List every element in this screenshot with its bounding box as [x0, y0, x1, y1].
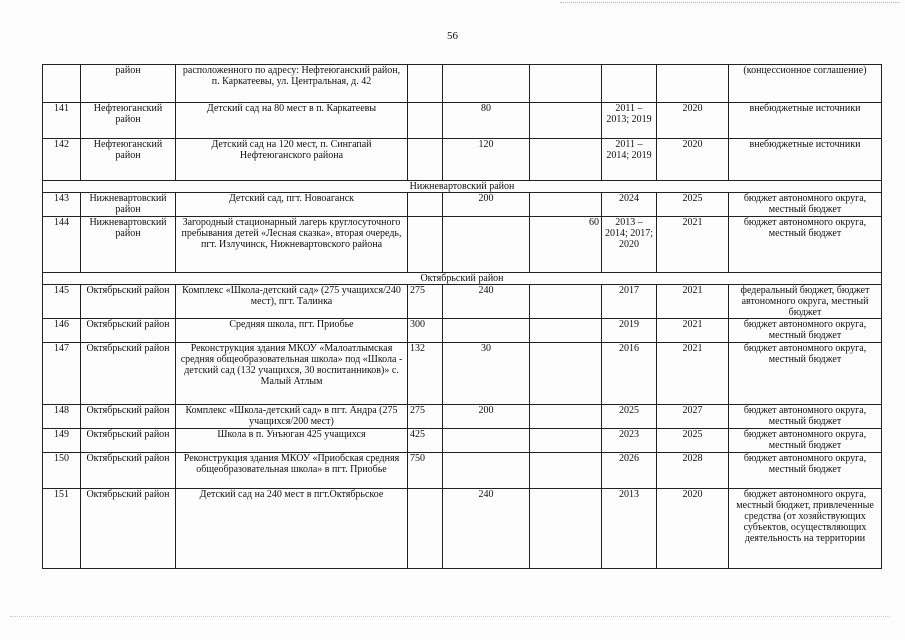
district-cell: Нижневартовский район — [81, 193, 176, 217]
places-capacity-cell: 120 — [443, 139, 530, 181]
district-cell: Октябрьский район — [81, 453, 176, 489]
district-cell: Октябрьский район — [81, 285, 176, 319]
row-number-cell: 151 — [43, 489, 81, 569]
start-year-cell: 2016 — [602, 343, 657, 405]
places-capacity-cell — [443, 217, 530, 273]
table-row — [43, 405, 882, 429]
row-number-cell: 143 — [43, 193, 81, 217]
row-number-cell: 142 — [43, 139, 81, 181]
row-number-cell: 149 — [43, 429, 81, 453]
object-name-cell: Загородный стационарный лагерь круглосуточного пребывания детей «Лесная сказка», вторая очередь, пгт. Излучинск, Нижневартовского района — [176, 217, 408, 273]
camp-capacity-cell — [530, 193, 602, 217]
object-name-cell: Детский сад на 240 мест в пгт.Октябрьское — [176, 489, 408, 569]
district-cell: Октябрьский район — [81, 319, 176, 343]
end-year-cell: 2021 — [657, 319, 729, 343]
object-name-cell: Детский сад на 80 мест в п. Каркатеевы — [176, 103, 408, 139]
students-capacity-cell — [408, 139, 443, 181]
camp-capacity-cell: 60 — [530, 217, 602, 273]
funding-source-cell: бюджет автономного округа, местный бюджет — [729, 193, 882, 217]
region-header: Нижневартовский район — [43, 181, 882, 193]
table-row — [43, 103, 882, 139]
camp-capacity-cell — [530, 319, 602, 343]
start-year-cell: 2025 — [602, 405, 657, 429]
students-capacity-cell: 275 — [408, 285, 443, 319]
camp-capacity-cell — [530, 405, 602, 429]
camp-capacity-cell — [530, 343, 602, 405]
scan-artifact-top — [560, 2, 900, 6]
places-capacity-cell: 240 — [443, 285, 530, 319]
table-row — [43, 489, 882, 569]
district-cell: Октябрьский район — [81, 489, 176, 569]
scan-artifact-bottom — [10, 616, 890, 620]
district-cell: Октябрьский район — [81, 343, 176, 405]
start-year-cell — [602, 65, 657, 103]
start-year-cell: 2011 – 2014; 2019 — [602, 139, 657, 181]
camp-capacity-cell — [530, 489, 602, 569]
table-row — [43, 193, 882, 217]
objects-table — [42, 64, 882, 569]
start-year-cell: 2011 – 2013; 2019 — [602, 103, 657, 139]
end-year-cell: 2020 — [657, 489, 729, 569]
start-year-cell: 2017 — [602, 285, 657, 319]
start-year-cell: 2013 — [602, 489, 657, 569]
camp-capacity-cell — [530, 453, 602, 489]
object-name-cell: Школа в п. Унъюган 425 учащихся — [176, 429, 408, 453]
students-capacity-cell — [408, 65, 443, 103]
object-name-cell: Комплекс «Школа-детский сад» в пгт. Андра (275 учащихся/200 мест) — [176, 405, 408, 429]
camp-capacity-cell — [530, 65, 602, 103]
end-year-cell: 2025 — [657, 429, 729, 453]
table-row — [43, 285, 882, 319]
district-cell: Нижневартовский район — [81, 217, 176, 273]
row-number-cell — [43, 65, 81, 103]
funding-source-cell: внебюджетные источники — [729, 103, 882, 139]
object-name-cell: Реконструкция здания МКОУ «Малоатлымская средняя общеобразовательная школа» под «Школа - детский сад (132 учащихся, 30 воспитанников)» с. Малый Атлым — [176, 343, 408, 405]
district-cell: Нефтеюганский район — [81, 139, 176, 181]
places-capacity-cell: 30 — [443, 343, 530, 405]
places-capacity-cell: 200 — [443, 193, 530, 217]
places-capacity-cell: 240 — [443, 489, 530, 569]
start-year-cell: 2013 – 2014; 2017; 2020 — [602, 217, 657, 273]
funding-source-cell: бюджет автономного округа, местный бюджет — [729, 319, 882, 343]
region-header-row — [43, 273, 882, 285]
object-name-cell: Комплекс «Школа-детский сад» (275 учащихся/240 мест), пгт. Талинка — [176, 285, 408, 319]
end-year-cell: 2027 — [657, 405, 729, 429]
places-capacity-cell — [443, 319, 530, 343]
object-name-cell: Детский сад на 120 мест, п. Сингапай Нефтеюганского района — [176, 139, 408, 181]
students-capacity-cell — [408, 103, 443, 139]
places-capacity-cell: 80 — [443, 103, 530, 139]
table-row — [43, 319, 882, 343]
places-capacity-cell — [443, 429, 530, 453]
district-cell: Октябрьский район — [81, 429, 176, 453]
table-row — [43, 65, 882, 103]
students-capacity-cell: 275 — [408, 405, 443, 429]
object-name-cell: Реконструкция здания МКОУ «Приобская средняя общеобразовательная школа» в пгт. Приобье — [176, 453, 408, 489]
start-year-cell: 2019 — [602, 319, 657, 343]
funding-source-cell: бюджет автономного округа, местный бюджет, привлеченные средства (от хозяйствующих субъектов, осуществляющих деятельность на территории — [729, 489, 882, 569]
district-cell: Октябрьский район — [81, 405, 176, 429]
row-number-cell: 144 — [43, 217, 81, 273]
end-year-cell: 2025 — [657, 193, 729, 217]
end-year-cell: 2021 — [657, 217, 729, 273]
camp-capacity-cell — [530, 429, 602, 453]
start-year-cell: 2023 — [602, 429, 657, 453]
row-number-cell: 145 — [43, 285, 81, 319]
end-year-cell: 2021 — [657, 343, 729, 405]
region-header-row — [43, 181, 882, 193]
funding-source-cell: бюджет автономного округа, местный бюджет — [729, 429, 882, 453]
end-year-cell: 2020 — [657, 103, 729, 139]
table-row — [43, 453, 882, 489]
row-number-cell: 146 — [43, 319, 81, 343]
students-capacity-cell: 750 — [408, 453, 443, 489]
start-year-cell: 2026 — [602, 453, 657, 489]
funding-source-cell: бюджет автономного округа, местный бюджет — [729, 343, 882, 405]
start-year-cell: 2024 — [602, 193, 657, 217]
table-row — [43, 429, 882, 453]
table-row — [43, 139, 882, 181]
funding-source-cell: бюджет автономного округа, местный бюджет — [729, 217, 882, 273]
district-cell: район — [81, 65, 176, 103]
end-year-cell — [657, 65, 729, 103]
table-body — [43, 65, 882, 569]
students-capacity-cell: 425 — [408, 429, 443, 453]
end-year-cell: 2021 — [657, 285, 729, 319]
camp-capacity-cell — [530, 103, 602, 139]
camp-capacity-cell — [530, 139, 602, 181]
funding-source-cell: (концессионное соглашение) — [729, 65, 882, 103]
places-capacity-cell: 200 — [443, 405, 530, 429]
students-capacity-cell — [408, 217, 443, 273]
row-number-cell: 148 — [43, 405, 81, 429]
row-number-cell: 147 — [43, 343, 81, 405]
funding-source-cell: бюджет автономного округа, местный бюджет — [729, 453, 882, 489]
funding-source-cell: внебюджетные источники — [729, 139, 882, 181]
object-name-cell: Детский сад, пгт. Новоаганск — [176, 193, 408, 217]
students-capacity-cell — [408, 193, 443, 217]
object-name-cell: расположенного по адресу: Нефтеюганский район, п. Каркатеевы, ул. Центральная, д. 42 — [176, 65, 408, 103]
object-name-cell: Средняя школа, пгт. Приобье — [176, 319, 408, 343]
region-header: Октябрьский район — [43, 273, 882, 285]
district-cell: Нефтеюганский район — [81, 103, 176, 139]
end-year-cell: 2028 — [657, 453, 729, 489]
students-capacity-cell: 132 — [408, 343, 443, 405]
places-capacity-cell — [443, 453, 530, 489]
funding-source-cell: федеральный бюджет, бюджет автономного округа, местный бюджет — [729, 285, 882, 319]
table-row — [43, 343, 882, 405]
places-capacity-cell — [443, 65, 530, 103]
page-number: 56 — [447, 30, 458, 42]
table-row — [43, 217, 882, 273]
row-number-cell: 141 — [43, 103, 81, 139]
funding-source-cell: бюджет автономного округа, местный бюджет — [729, 405, 882, 429]
camp-capacity-cell — [530, 285, 602, 319]
row-number-cell: 150 — [43, 453, 81, 489]
end-year-cell: 2020 — [657, 139, 729, 181]
students-capacity-cell: 300 — [408, 319, 443, 343]
students-capacity-cell — [408, 489, 443, 569]
